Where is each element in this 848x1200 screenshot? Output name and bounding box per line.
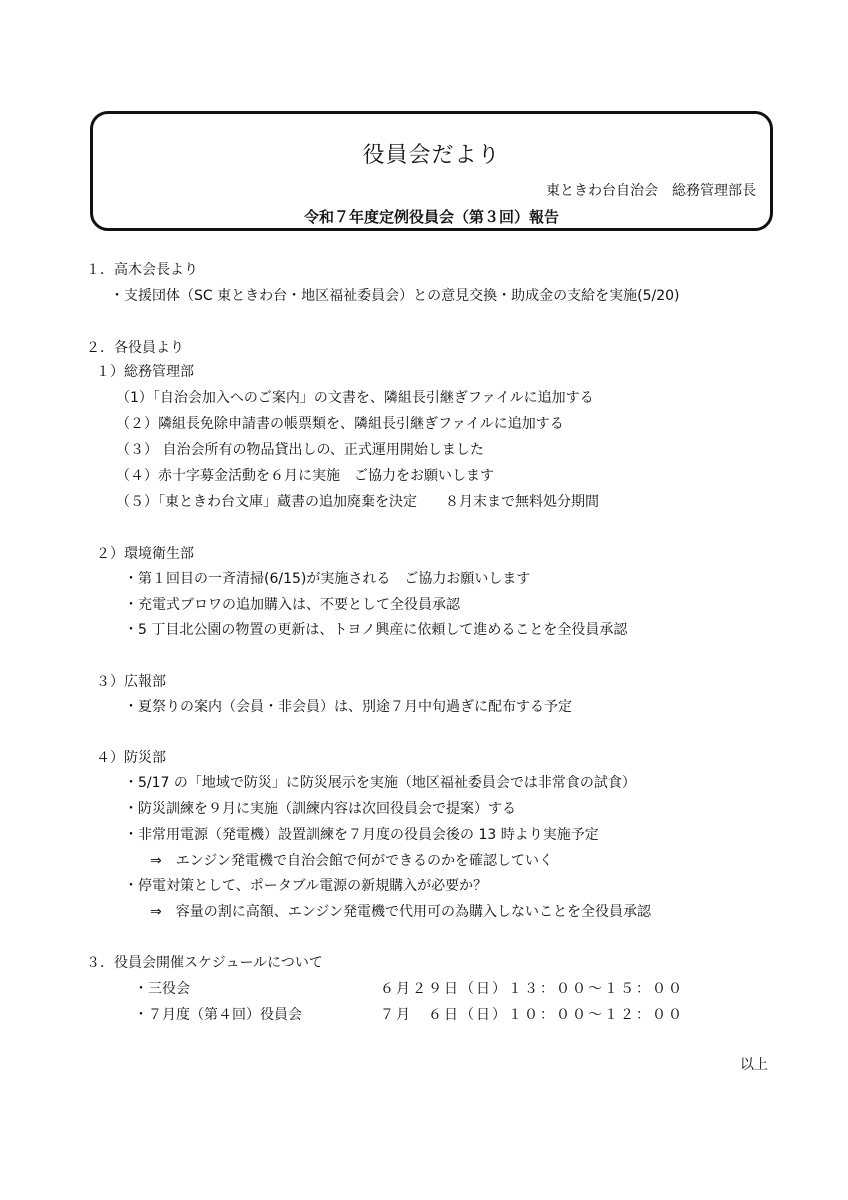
closing-text: 以上 xyxy=(740,1057,768,1073)
bousai-item: ・非常用電源（発電機）設置訓練を７月度の役員会後の 13 時より実施予定 xyxy=(124,827,599,843)
kankyo-item: ・5 丁目北公園の物置の更新は、トヨノ興産に依頼して進めることを全役員承認 xyxy=(124,622,628,638)
schedule-name: ・三役会 xyxy=(134,981,190,997)
schedule-datetime: ７月 ６日（日）１０：００～１２：００ xyxy=(380,1007,684,1023)
soumu-item: （２）隣組長免除申請書の帳票類を、隣組長引継ぎファイルに追加する xyxy=(116,416,564,432)
kouhou-heading: ３）広報部 xyxy=(96,674,166,690)
kouhou-item: ・夏祭りの案内（会員・非会員）は、別途７月中旬過ぎに配布する予定 xyxy=(124,699,572,715)
soumu-heading: １）総務管理部 xyxy=(96,364,194,380)
soumu-item: （５）「東ときわ台文庫」蔵書の追加廃棄を決定 ８月末まで無料処分期間 xyxy=(116,494,599,510)
soumu-item: （1）「自治会加入へのご案内」の文書を、隣組長引継ぎファイルに追加する xyxy=(116,390,594,406)
soumu-item: （４）赤十字募金活動を６月に実施 ご協力をお願いします xyxy=(116,468,494,484)
header-box xyxy=(90,111,773,231)
schedule-datetime: ６月２９日（日）１３：００～１５：００ xyxy=(380,981,684,997)
section-2-heading: ２．各役員より xyxy=(86,340,184,356)
bousai-item: ⇒ エンジン発電機で自治会館で何ができるのかを確認していく xyxy=(150,853,554,869)
bousai-item: ・停電対策として、ポータブル電源の新規購入が必要か？ xyxy=(124,878,488,894)
bousai-item: ⇒ 容量の割に高額、エンジン発電機で代用可の為購入しないことを全役員承認 xyxy=(150,904,652,920)
bousai-heading: ４）防災部 xyxy=(96,750,166,766)
schedule-name: ・７月度（第４回）役員会 xyxy=(134,1007,302,1023)
section-1-item: ・支援団体（SC 東ときわ台・地区福祉委員会）との意見交換・助成金の支給を実施(5/20) xyxy=(110,288,680,304)
bousai-item: ・防災訓練を９月に実施（訓練内容は次回役員会で提案）する xyxy=(124,801,516,817)
section-3-heading: ３．役員会開催スケジュールについて xyxy=(86,955,323,971)
kankyo-item: ・第１回目の一斉清掃(6/15)が実施される ご協力お願いします xyxy=(124,571,531,587)
report-subtitle: 令和７年度定例役員会（第３回）報告 xyxy=(303,208,559,226)
kankyo-item: ・充電式ブロワの追加購入は、不要として全役員承認 xyxy=(124,597,460,613)
kankyo-heading: ２）環境衛生部 xyxy=(96,546,194,562)
author-org: 東ときわ台自治会 総務管理部長 xyxy=(546,183,756,199)
bousai-item: ・5/17 の「地域で防災」に防災展示を実施（地区福祉委員会では非常食の試食） xyxy=(124,775,636,791)
page-title: 役員会だより xyxy=(362,143,501,168)
section-1-heading: １．高木会長より xyxy=(86,262,198,278)
soumu-item: （３） 自治会所有の物品貸出しの、正式運用開始しました xyxy=(116,442,484,458)
